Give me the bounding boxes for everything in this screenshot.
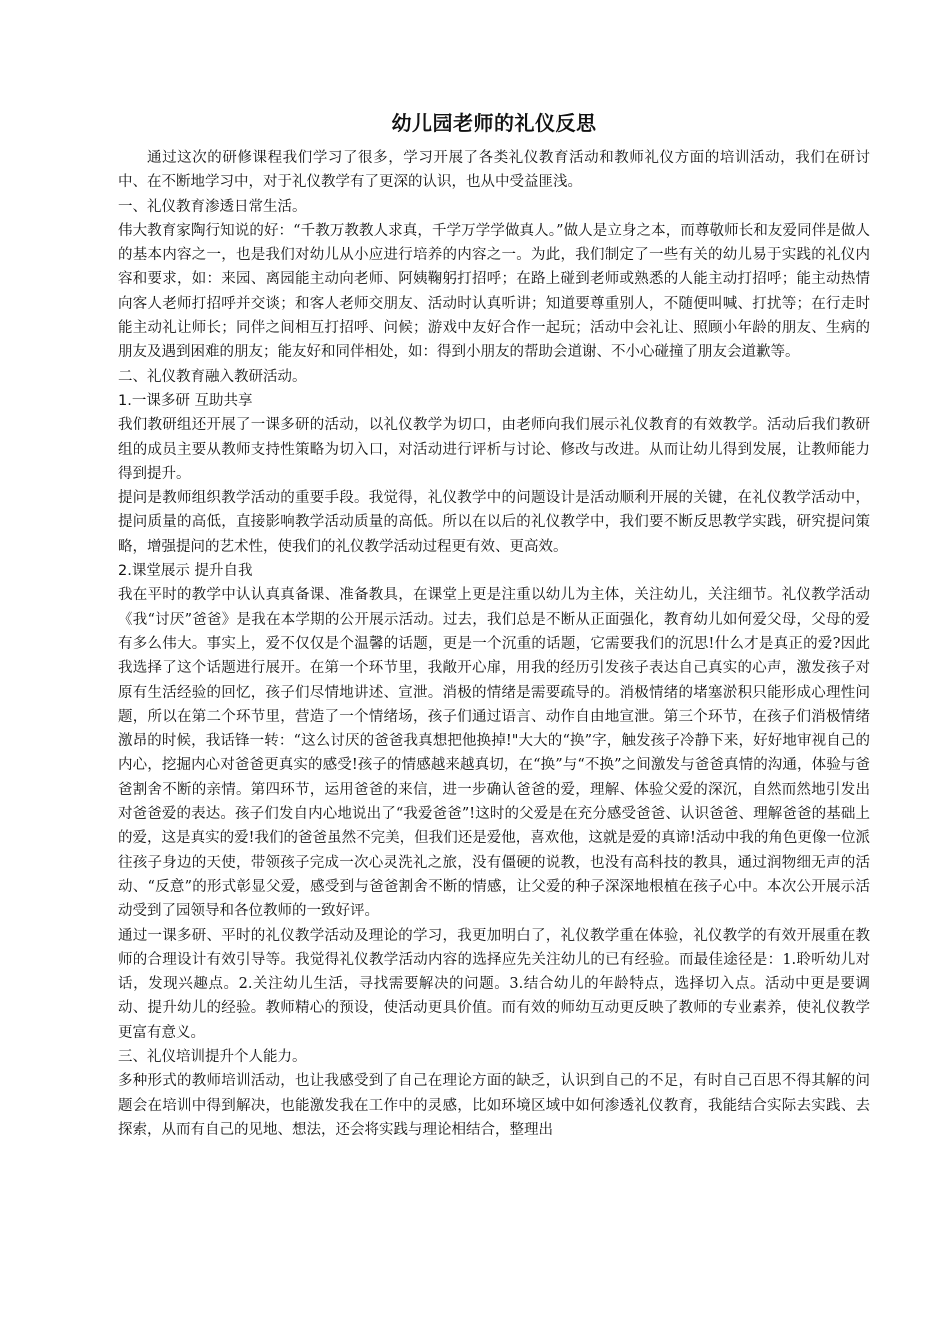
- section-1-paragraph: 伟大教育家陶行知说的好：“千教万教教人求真，千学万学学做真人。”做人是立身之本，而尊敬师长和友爱同伴是做人的基本内容之一，也是我们对幼儿从小应进行培养的内容之一。为此，我们制定了一些有关的幼儿易于实践的礼仪内容和要求，如：来园、离园能主动向老师、阿姨鞠躬打招呼；在路上碰到老师或熟悉的人能主动打招呼；能主动热情向客人老师打招呼并交谈；和客人老师交朋友、活动时认真听讲；知道要尊重别人，不随便叫喊、打扰等；在行走时能主动礼让师长；同伴之间相互打招呼、问候；游戏中友好合作一起玩；活动中会礼让、照顾小年龄的朋友、生病的朋友及遇到困难的朋友；能友好和同伴相处，如：得到小朋友的帮助会道谢、不小心碰撞了朋友会道歉等。: [118, 222, 870, 361]
- document-title: 幼儿园老师的礼仪反思: [391, 111, 597, 135]
- section-2-paragraph-2: 提问是教师组织教学活动的重要手段。我觉得，礼仪教学中的问题设计是活动顺利开展的关键，在礼仪教学活动中，提问质量的高低，直接影响教学活动质量的高低。所以在以后的礼仪教学中，我们要不断反思教学实践，研究提问策略，增强提问的艺术性，使我们的礼仪教学活动过程更有效、更高效。: [118, 490, 870, 555]
- section-3-paragraph: 多种形式的教师培训活动，也让我感受到了自己在理论方面的缺乏，认识到自己的不足，有时自己百思不得其解的问题会在培训中得到解决，也能激发我在工作中的灵感，比如环境区域中如何渗透礼仪教育，我能结合实际去实践、去探索，从而有自己的见地、想法，还会将实践与理论相结合，整理出: [118, 1073, 870, 1138]
- section-3-heading: 三、礼仪培训提升个人能力。: [118, 1048, 307, 1065]
- section-2-paragraph-4: 通过一课多研、平时的礼仪教学活动及理论的学习，我更加明白了，礼仪教学重在体验，礼仪教学的有效开展重在教师的合理设计有效引导等。我觉得礼仪教学活动内容的选择应先关注幼儿的已有经验。而最佳途径是：1.聆听幼儿对话，发现兴趣点。2.关注幼儿生活，寻找需要解决的问题。3.结合幼儿的年龄特点，选择切入点。活动中更是要调动、提升幼儿的经验。教师精心的预设，使活动更具价值。而有效的师幼互动更反映了教师的专业素养，使礼仪教学更富有意义。: [118, 927, 870, 1041]
- section-2-heading: 二、礼仪教育融入教研活动。: [118, 368, 307, 385]
- document-page: [118, 108, 870, 1142]
- intro-paragraph: 通过这次的研修课程我们学习了很多，学习开展了各类礼仪教育活动和教师礼仪方面的培训活动，我们在研讨中、在不断地学习中，对于礼仪教学有了更深的认识，也从中受益匪浅。: [118, 150, 870, 191]
- section-2-subheading-2: 2.课堂展示 提升自我: [118, 563, 253, 580]
- section-2-paragraph-1: 我们教研组还开展了一课多研的活动，以礼仪教学为切口，由老师向我们展示礼仪教育的有效教学。活动后我们教研组的成员主要从教师支持性策略为切入口，对活动进行评析与讨论、修改与改进。从而让幼儿得到发展，让教师能力得到提升。: [118, 417, 870, 482]
- section-1-heading: 一、礼仪教育渗透日常生活。: [118, 198, 307, 215]
- section-2-paragraph-3: 我在平时的教学中认认真真备课、准备教具，在课堂上更是注重以幼儿为主体，关注幼儿，关注细节。礼仪教学活动《我“讨厌”爸爸》是我在本学期的公开展示活动。过去，我们总是不断从正面强化，教育幼儿如何爱父母，父母的爱有多么伟大。事实上，爱不仅仅是个温馨的话题，更是一个沉重的话题，它需要我们的沉思!什么才是真正的爱?因此我选择了这个话题进行展开。在第一个环节里，我敞开心扉，用我的经历引发孩子表达自己真实的心声，激发孩子对原有生活经验的回忆，孩子们尽情地讲述、宣泄。消极的情绪是需要疏导的。消极情绪的堵塞淤积只能形成心理性问题，所以在第二个环节里，营造了一个情绪场，孩子们通过语言、动作自由地宣泄。第三个环节，在孩子们消极情绪激昂的时候，我话锋一转：“这么讨厌的爸爸我真想把他换掉!"大大的“换”字，触发孩子冷静下来，好好地审视自己的内心，挖掘内心对爸爸更真实的感受!孩子的情感越来越真切，在“换”与“不换”之间激发与爸爸真情的沟通，体验与爸爸割舍不断的亲情。第四环节，运用爸爸的来信，进一步确认爸爸的爱，理解、体验父爱的深沉，自然而然地引发出对爸爸爱的表达。孩子们发自内心地说出了“我爱爸爸”!这时的父爱是在充分感受爸爸、认识爸爸、理解爸爸的基础上的爱，这是真实的爱!我们的爸爸虽然不完美，但我们还是爱他，喜欢他，这就是爱的真谛!活动中我的角色更像一位派往孩子身边的天使，带领孩子完成一次心灵洗礼之旅，没有僵硬的说教，也没有高科技的教具，通过润物细无声的活动、“反意”的形式彰显父爱，感受到与爸爸割舍不断的情感，让父爱的种子深深地根植在孩子心中。本次公开展示活动受到了园领导和各位教师的一致好评。: [118, 587, 870, 920]
- section-2-subheading-1: 1.一课多研 互助共享: [118, 392, 253, 409]
